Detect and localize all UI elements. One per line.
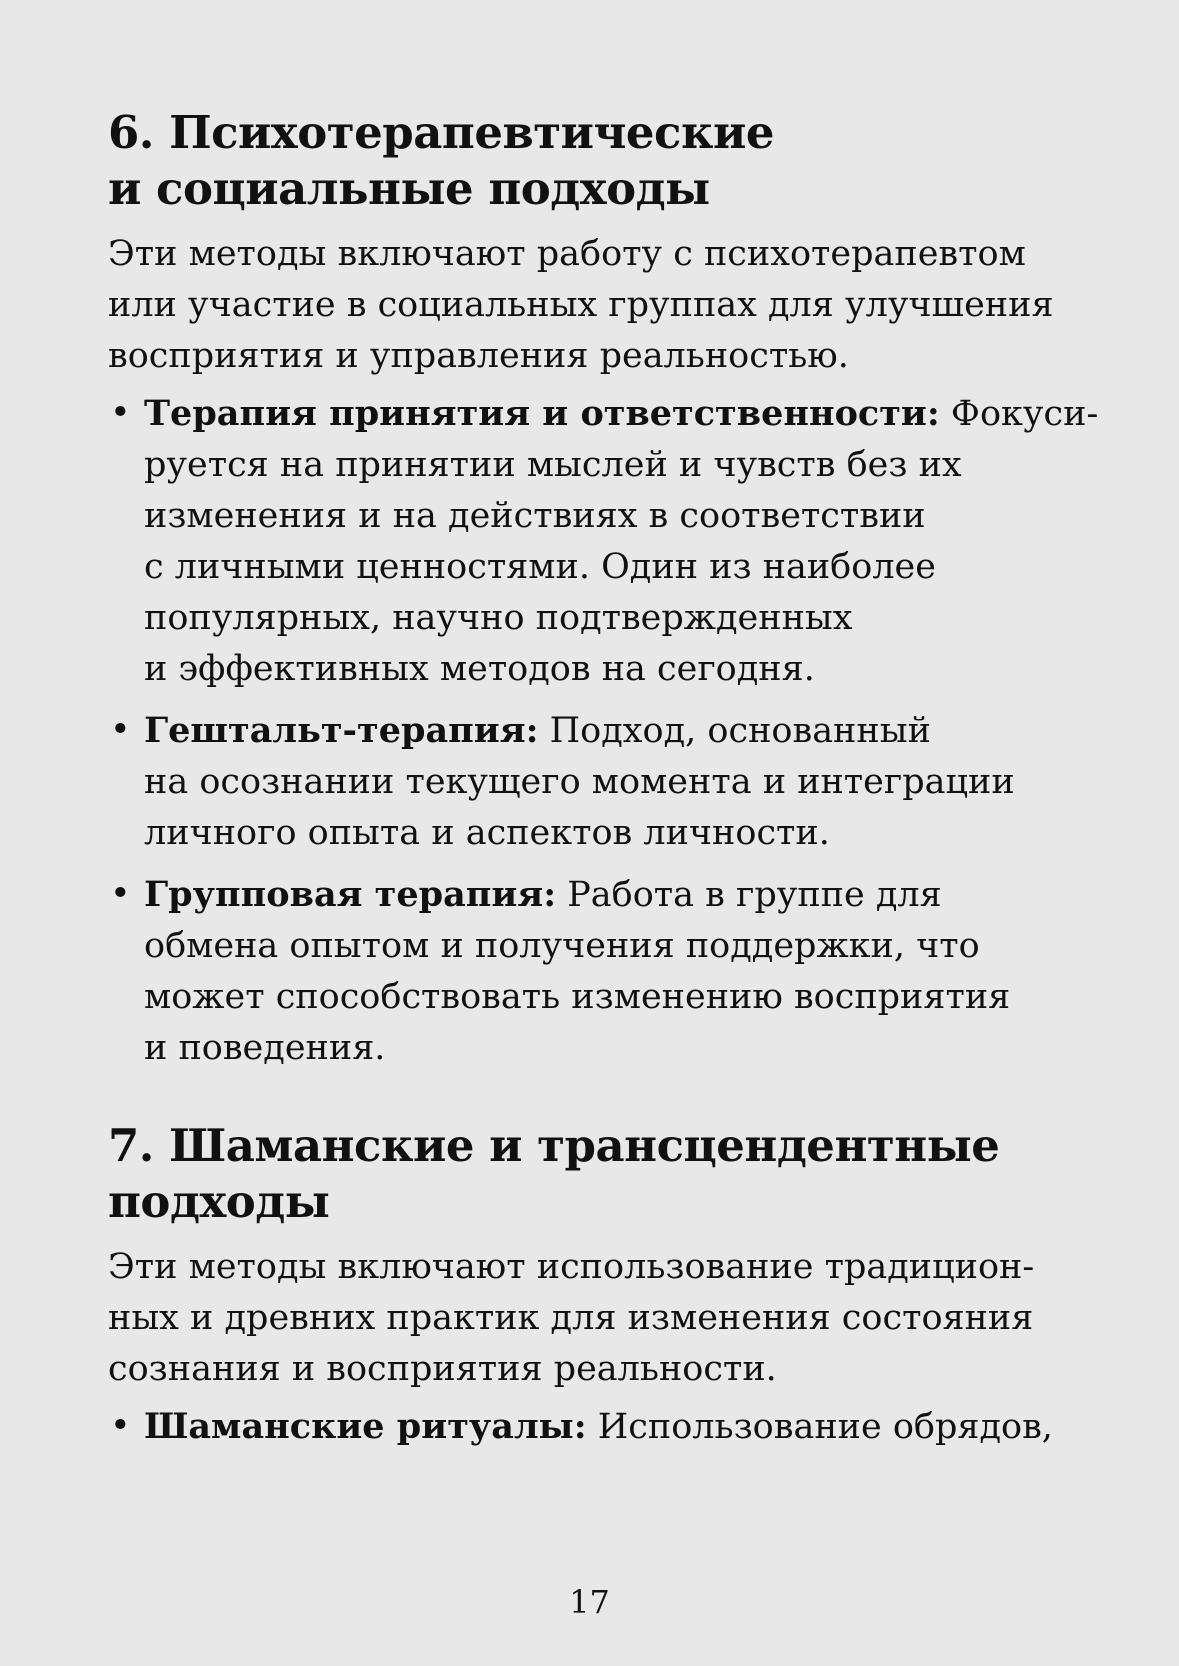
page-content	[108, 105, 1099, 1463]
item-first-line	[144, 1401, 1068, 1453]
bullet-icon: •	[110, 393, 131, 433]
item-line: личного опыта и аспектов личности.	[144, 813, 830, 853]
intro-line: или участие в социальных группах для улучшения	[108, 285, 1054, 325]
section-6-title	[108, 105, 1068, 217]
item-line: и поведения.	[144, 1028, 386, 1068]
intro-line: Эти методы включают использование традицион-	[108, 1247, 1035, 1287]
item-line: с личными ценностями. Один из наиболее	[144, 547, 936, 587]
section-7-title	[108, 1118, 1068, 1230]
section-7-title-line-2: подходы	[108, 1175, 330, 1228]
item-term: Шаманские ритуалы:	[144, 1406, 587, 1447]
section-7-title-line-1: 7. Шаманские и трансцендентные	[108, 1119, 1000, 1172]
bullet-icon: •	[110, 710, 131, 750]
section-6-list	[108, 388, 1099, 1074]
item-line: обмена опытом и получения поддержки, что	[144, 926, 980, 966]
item-line: руется на принятии мыслей и чувств без их	[144, 445, 962, 485]
item-first-rest: Фокуси-	[939, 394, 1099, 434]
item-line: изменения и на действиях в соответствии	[144, 496, 926, 536]
item-line: на осознании текущего момента и интеграции	[144, 762, 1015, 802]
item-term: Гештальт-терапия:	[144, 710, 539, 751]
item-line: и эффективных методов на сегодня.	[144, 649, 815, 689]
item-text	[144, 388, 1099, 695]
list-item	[108, 705, 1068, 859]
section-spacer	[108, 1084, 1068, 1118]
item-term: Групповая терапия:	[144, 874, 557, 915]
item-line: может способствовать изменению восприятия	[144, 977, 1011, 1017]
item-text	[144, 705, 1068, 859]
list-item	[108, 1401, 1068, 1453]
list-item	[108, 388, 1099, 695]
item-term: Терапия принятия и ответственности:	[144, 393, 940, 434]
section-7-list	[108, 1401, 1068, 1453]
item-first-line	[144, 869, 1068, 921]
intro-line: Эти методы включают работу с психотерапевтом	[108, 234, 1026, 274]
section-7-intro	[108, 1242, 1068, 1395]
intro-line: сознания и восприятия реальности.	[108, 1349, 777, 1389]
item-line: популярных, научно подтвержденных	[144, 598, 853, 638]
item-first-rest: Использование обрядов,	[586, 1407, 1053, 1447]
intro-line: восприятия и управления реальностью.	[108, 336, 849, 376]
item-first-line	[144, 705, 1068, 757]
item-first-rest: Подход, основанный	[538, 711, 931, 751]
item-text	[144, 1401, 1068, 1453]
list-item	[108, 869, 1068, 1074]
item-first-line	[144, 388, 1099, 440]
item-first-rest: Работа в группе для	[556, 875, 942, 915]
bullet-icon: •	[110, 874, 131, 914]
bullet-icon: •	[110, 1406, 131, 1446]
section-6-intro	[108, 229, 1068, 382]
intro-line: ных и древних практик для изменения состояния	[108, 1298, 1034, 1338]
item-text	[144, 869, 1068, 1074]
page-number: 17	[569, 1583, 610, 1621]
section-6-title-line-2: и социальные подходы	[108, 162, 710, 215]
section-6-title-line-1: 6. Психотерапевтические	[108, 106, 774, 159]
